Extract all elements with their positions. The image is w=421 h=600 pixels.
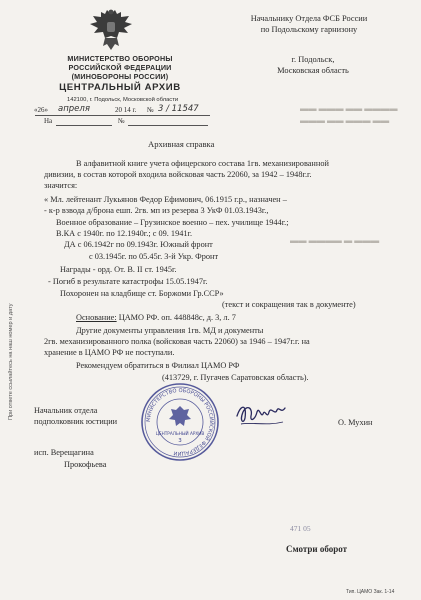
- record-line-1: « Мл. лейтенант Лукьянов Федор Ефимович, 06.1915 г.р., назначен –: [44, 195, 287, 204]
- ministry-line: МИНИСТЕРСТВО ОБОРОНЫ: [67, 54, 173, 63]
- record-line-4: В.КА с 1940г. по 12.1940г.; с 09. 1941г.: [56, 229, 193, 238]
- recipient-line-1: Начальнику Отдела ФСБ России: [250, 14, 368, 23]
- reg-number: 3 / 11547: [158, 104, 199, 114]
- signatory-position-2: подполковник юстиции: [34, 417, 118, 426]
- recommend-line-2: (413729, г. Пугачев Саратовская область).: [162, 373, 309, 382]
- eagle-emblem-icon: [87, 8, 135, 52]
- see-reverse-label: Смотри оборот: [286, 544, 348, 554]
- record-line-8: - Погиб в результате катастрофы 15.05.1947г.: [48, 277, 208, 286]
- record-line-7: Награды - орд. От. В. II ст. 1945г.: [60, 265, 177, 274]
- document-title: Архивная справка: [148, 139, 215, 149]
- reg-date-month: апреля: [58, 104, 90, 114]
- reply-underline-1: [56, 125, 112, 126]
- reg-year: 20 14 г.: [115, 106, 137, 114]
- stamp-inner-text: ЦЕНТРАЛЬНЫЙ АРХИВ: [155, 431, 205, 436]
- record-line-3: Военное образование – Грузинское военно – пех. училище 1944г.;: [56, 218, 289, 227]
- executor-name: Прокофьева: [64, 460, 107, 469]
- recipient-line-2: по Подольскому гарнизону: [260, 25, 358, 34]
- side-note-vertical: При ответе ссылайтесь на наш номер и дату: [8, 303, 14, 420]
- intro-line-3: значится:: [44, 181, 78, 190]
- ministry-abbr-line: (МИНОБОРОНЫ РОССИИ): [71, 72, 169, 81]
- reg-number-sign: №: [147, 106, 154, 114]
- bottom-stamped-number: 471 05: [290, 524, 311, 533]
- other-docs-line-2: 2гв. механизированного полка (войсковая часть 22060) за 1946 – 1947г.г. на: [44, 337, 310, 346]
- handwritten-signature: [233, 398, 291, 430]
- reg-underline: [35, 115, 210, 116]
- record-line-2: - к-р взвода д/брона ешп. 2гв. мп из резерва 3 УкФ 01.03.1943г.,: [44, 206, 269, 215]
- intro-line-2: дивизии, в состав которой входила войсковая часть 22060, за 1942 – 1948г.г.: [44, 170, 312, 179]
- other-docs-line-1: Другие документы управления 1гв. МД и документы: [76, 326, 264, 335]
- other-docs-line-3: хранение в ЦАМО РФ не поступали.: [44, 348, 175, 357]
- federation-line: РОССИЙСКОЙ ФЕДЕРАЦИИ: [68, 63, 172, 72]
- letterhead-address: 142100, г. Подольск, Московской области: [67, 97, 179, 103]
- central-archive-line: ЦЕНТРАЛЬНЫЙ АРХИВ: [59, 82, 181, 93]
- stamp-ring-text: МИНИСТЕРСТВО ОБОРОНЫ РОССИЙСКОЙ ФЕДЕРАЦИИ: [145, 387, 215, 457]
- reg-date-prefix: «26»: [34, 106, 48, 114]
- basis-label: Основание:: [76, 313, 117, 322]
- stamp-eagle-icon: [169, 406, 191, 426]
- reply-to-number: №: [118, 117, 125, 125]
- basis-text: ЦАМО РФ. оп. 448848с, д. 3, л. 7: [116, 313, 236, 322]
- bleed-through-3: ▬▬ ▬▬▬▬ ▬ ▬▬▬: [290, 236, 380, 245]
- bleed-through-2: ▬▬▬ ▬▬ ▬▬▬ ▬▬: [300, 116, 390, 125]
- signatory-name: О. Мухин: [338, 418, 373, 427]
- basis-line: [76, 313, 236, 323]
- text-note: (текст и сокращения так в документе): [222, 300, 356, 309]
- record-line-5: ДА с 06.1942г по 09.1943г. Южный фронт: [64, 240, 213, 249]
- recommend-line-1: Рекомендуем обратиться в Филиал ЦАМО РФ: [76, 361, 240, 370]
- footer-code: Тип. ЦАМО Зак. 1-14: [346, 589, 395, 595]
- stamp-number: 3: [178, 438, 182, 444]
- executor-label: исп. Верещагина: [34, 448, 94, 457]
- signatory-position-1: Начальник отдела: [34, 406, 98, 415]
- recipient-line-3: г. Подольск,: [291, 55, 335, 64]
- intro-line-1: В алфавитной книге учета офицерского состава 1гв. механизированной: [76, 159, 329, 168]
- record-line-9: Похоронен на кладбище ст. Боржоми Гр.ССР»: [60, 289, 224, 298]
- reply-underline-2: [128, 125, 208, 126]
- reply-to-label: На: [44, 117, 53, 125]
- recipient-line-4: Московская область: [277, 66, 349, 75]
- bleed-through-1: ▬▬ ▬▬▬ ▬▬ ▬▬▬▬: [300, 104, 398, 113]
- official-round-stamp: [140, 382, 220, 462]
- record-line-6: с 03.1945г. по 05.45г. 3-й Укр. Фронт: [89, 252, 219, 261]
